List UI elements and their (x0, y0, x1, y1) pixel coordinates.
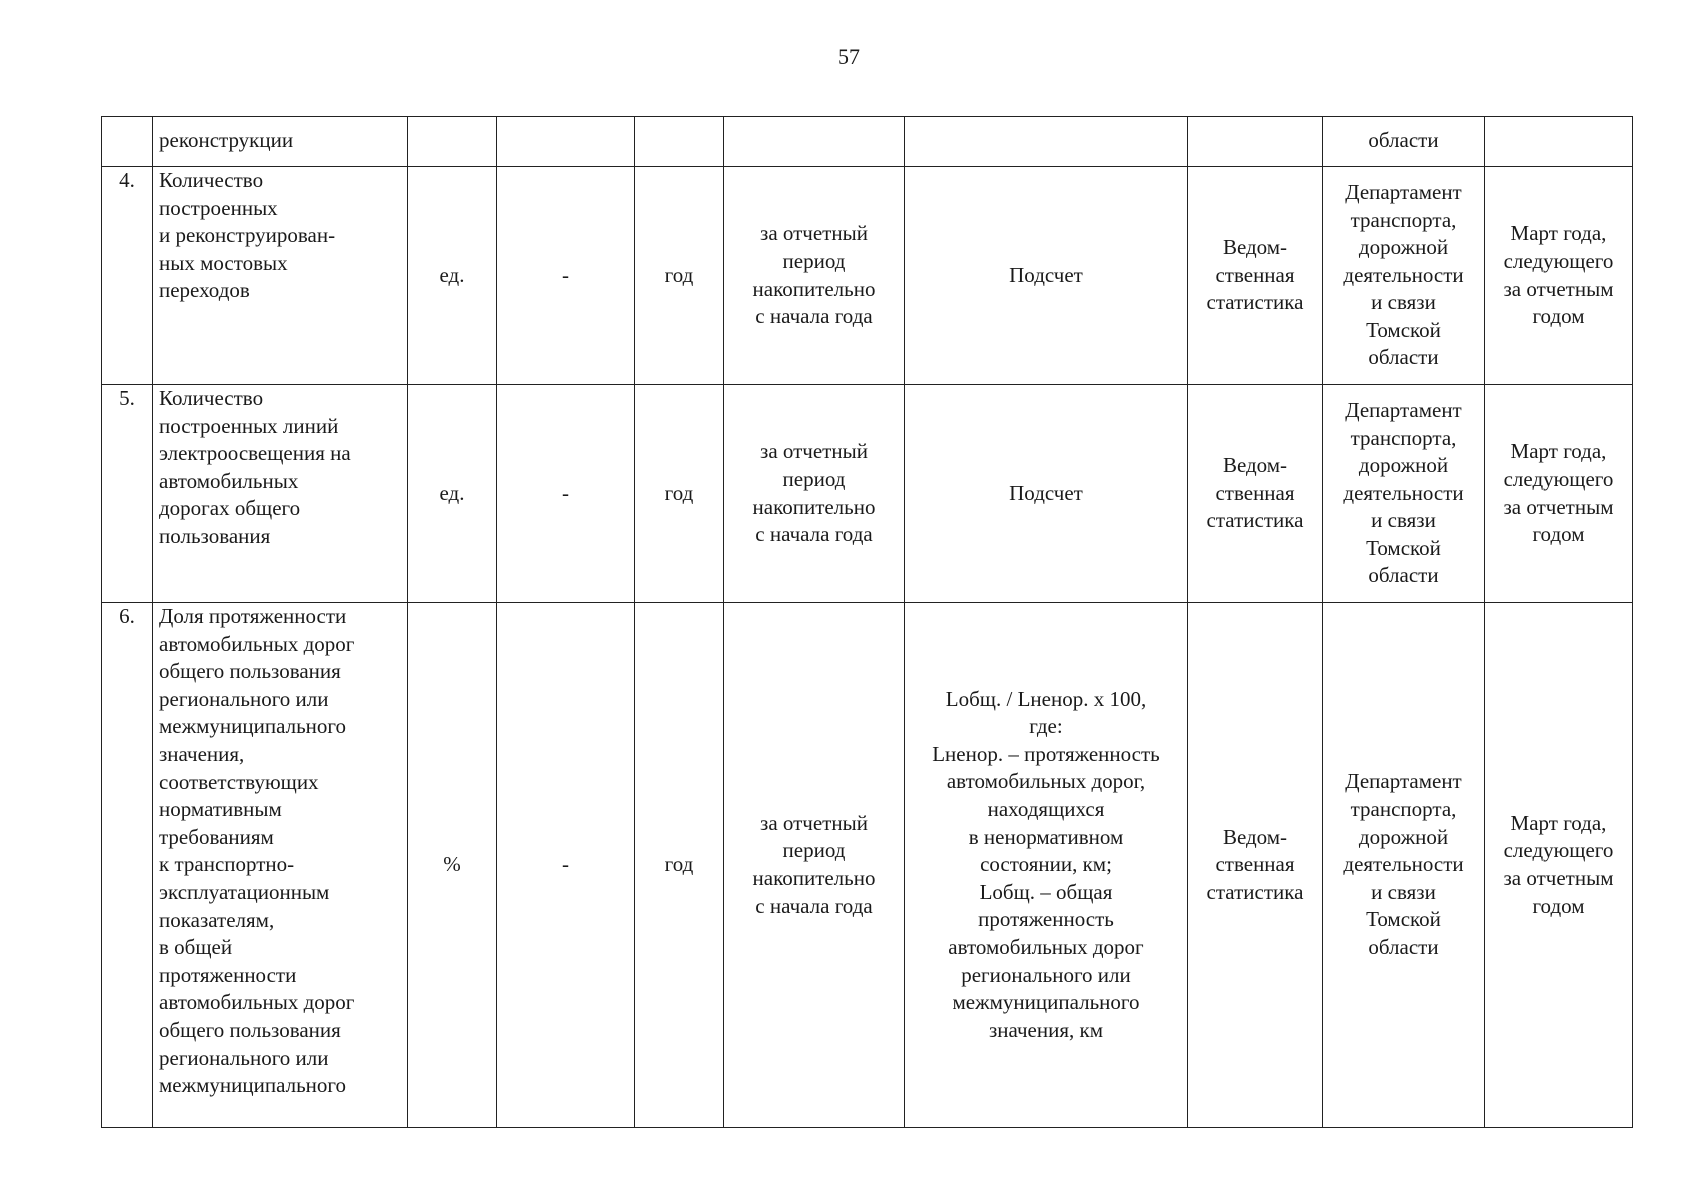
cell-periodicity: год (635, 385, 724, 603)
cell-source: Ведом- ственная статистика (1188, 603, 1323, 1128)
cell-unit: ед. (408, 385, 497, 603)
cell-source: Ведом- ственная статистика (1188, 385, 1323, 603)
cell-method: Lобщ. / Lненор. х 100, где: Lненор. – протяженность автомобильных дорог, находящихся в ненормативном состоянии, км; Lобщ. – общая протяженность автомобильных дорог регионального или межмуниципального значения, км (905, 603, 1188, 1128)
cell-indicator-name: Количество построенных и реконструирован- ных мостовых переходов (153, 167, 408, 385)
cell-department: Департамент транспорта, дорожной деятельности и связи Томской области (1323, 385, 1485, 603)
cell-department: области (1323, 117, 1485, 167)
indicators-table (101, 116, 1633, 1128)
cell-unit (408, 117, 497, 167)
cell-department: Департамент транспорта, дорожной деятельности и связи Томской области (1323, 603, 1485, 1128)
table-row-continuation (102, 117, 1633, 167)
cell-periodicity: год (635, 603, 724, 1128)
cell-method: Подсчет (905, 167, 1188, 385)
cell-deadline: Март года, следующего за отчетным годом (1485, 603, 1633, 1128)
table-row (102, 603, 1633, 1128)
page-number: 57 (838, 44, 860, 69)
cell-indicator-name: реконструкции (153, 117, 408, 167)
cell-deadline (1485, 117, 1633, 167)
cell-periodicity (635, 117, 724, 167)
table-row (102, 385, 1633, 603)
cell-method (905, 117, 1188, 167)
cell-period: за отчетный период накопительно с начала года (724, 603, 905, 1128)
cell-num: 6. (102, 603, 153, 1128)
cell-indicator-name: Количество построенных линий электроосвещения на автомобильных дорогах общего пользования (153, 385, 408, 603)
cell-num: 4. (102, 167, 153, 385)
cell-deadline: Март года, следующего за отчетным годом (1485, 385, 1633, 603)
cell-unit: ед. (408, 167, 497, 385)
cell-period (724, 117, 905, 167)
cell-periodicity: год (635, 167, 724, 385)
table-row (102, 167, 1633, 385)
cell-deadline: Март года, следующего за отчетным годом (1485, 167, 1633, 385)
cell-dash: - (497, 385, 635, 603)
cell-method: Подсчет (905, 385, 1188, 603)
cell-dash (497, 117, 635, 167)
cell-indicator-name: Доля протяженности автомобильных дорог общего пользования регионального или межмуниципального значения, соответствующих нормативным требованиям к транспортно- эксплуатационным показателям, в общей протяженности автомобильных дорог общего пользования регионального или межмуниципального (153, 603, 408, 1128)
cell-department: Департамент транспорта, дорожной деятельности и связи Томской области (1323, 167, 1485, 385)
cell-period: за отчетный период накопительно с начала года (724, 385, 905, 603)
cell-num: 5. (102, 385, 153, 603)
cell-num (102, 117, 153, 167)
cell-unit: % (408, 603, 497, 1128)
cell-source: Ведом- ственная статистика (1188, 167, 1323, 385)
cell-dash: - (497, 603, 635, 1128)
cell-source (1188, 117, 1323, 167)
cell-period: за отчетный период накопительно с начала года (724, 167, 905, 385)
cell-dash: - (497, 167, 635, 385)
